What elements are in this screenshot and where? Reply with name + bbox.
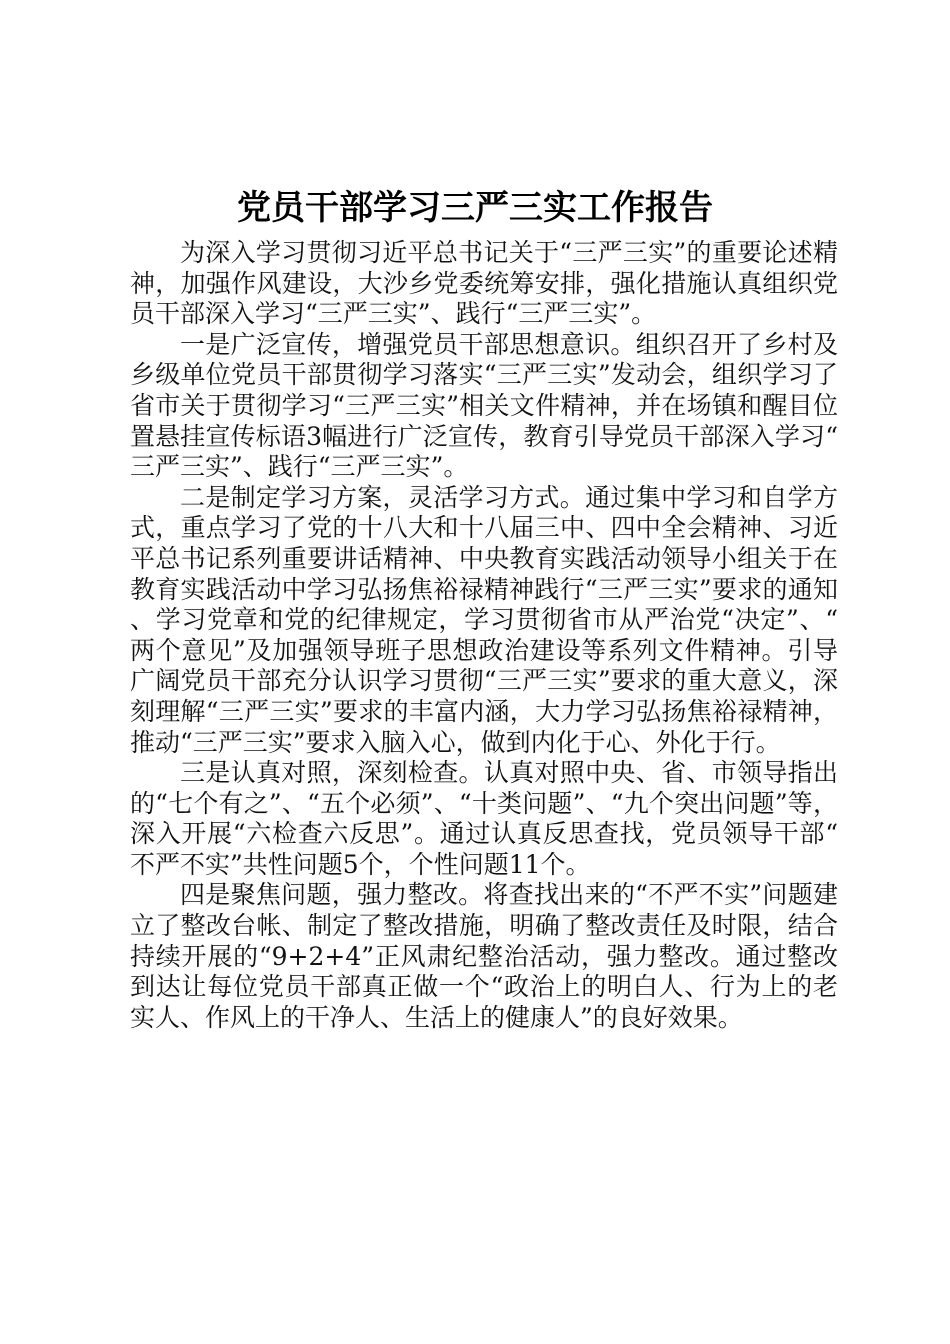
paragraph-rectification: 四是聚焦问题，强力整改。将查找出来的“不严不实”问题建立了整改台帐、制定了整改措施，明确了整改责任及时限，结合持续开展的“9+2+4”正风肃纪整治活动，强力整改。通过整改到达让每位党员干部真正做一个“政治上的明白人、行为上的老实人、作风上的干净人、生活上的健康人”的良好效果。 <box>130 880 838 1032</box>
paragraph-intro: 为深入学习贯彻习近平总书记关于“三严三实”的重要论述精神，加强作风建设，大沙乡党委统筹安排，强化措施认真组织党员干部深入学习“三严三实”、践行“三严三实”。 <box>130 238 838 329</box>
paragraph-self-check: 三是认真对照，深刻检查。认真对照中央、省、市领导指出的“七个有之”、“五个必须”、“十类问题”、“九个突出问题”等，深入开展“六检查六反思”。通过认真反思查找，党员领导干部“不严不实”共性问题5个，个性问题11个。 <box>130 758 838 879</box>
paragraph-publicity: 一是广泛宣传，增强党员干部思想意识。组织召开了乡村及乡级单位党员干部贯彻学习落实“三严三实”发动会，组织学习了省市关于贯彻学习“三严三实”相关文件精神，并在场镇和醒目位置悬挂宣传标语3幅进行广泛宣传，教育引导党员干部深入学习“三严三实”、践行“三严三实”。 <box>130 329 838 482</box>
document-title: 党员干部学习三严三实工作报告 <box>237 188 713 228</box>
paragraph-study-plan: 二是制定学习方案，灵活学习方式。通过集中学习和自学方式，重点学习了党的十八大和十八届三中、四中全会精神、习近平总书记系列重要讲话精神、中央教育实践活动领导小组关于在教育实践活动中学习弘扬焦裕禄精神践行“三严三实”要求的通知、学习党章和党的纪律规定，学习贯彻省市从严治党“决定”、“两个意见”及加强领导班子思想政治建设等系列文件精神。引导广阔党员干部充分认识学习贯彻“三严三实”要求的重大意义，深刻理解“三严三实”要求的丰富内涵，大力学习弘扬焦裕禄精神，推动“三严三实”要求入脑入心，做到内化于心、外化于行。 <box>130 482 838 757</box>
document-body <box>130 238 838 1033</box>
